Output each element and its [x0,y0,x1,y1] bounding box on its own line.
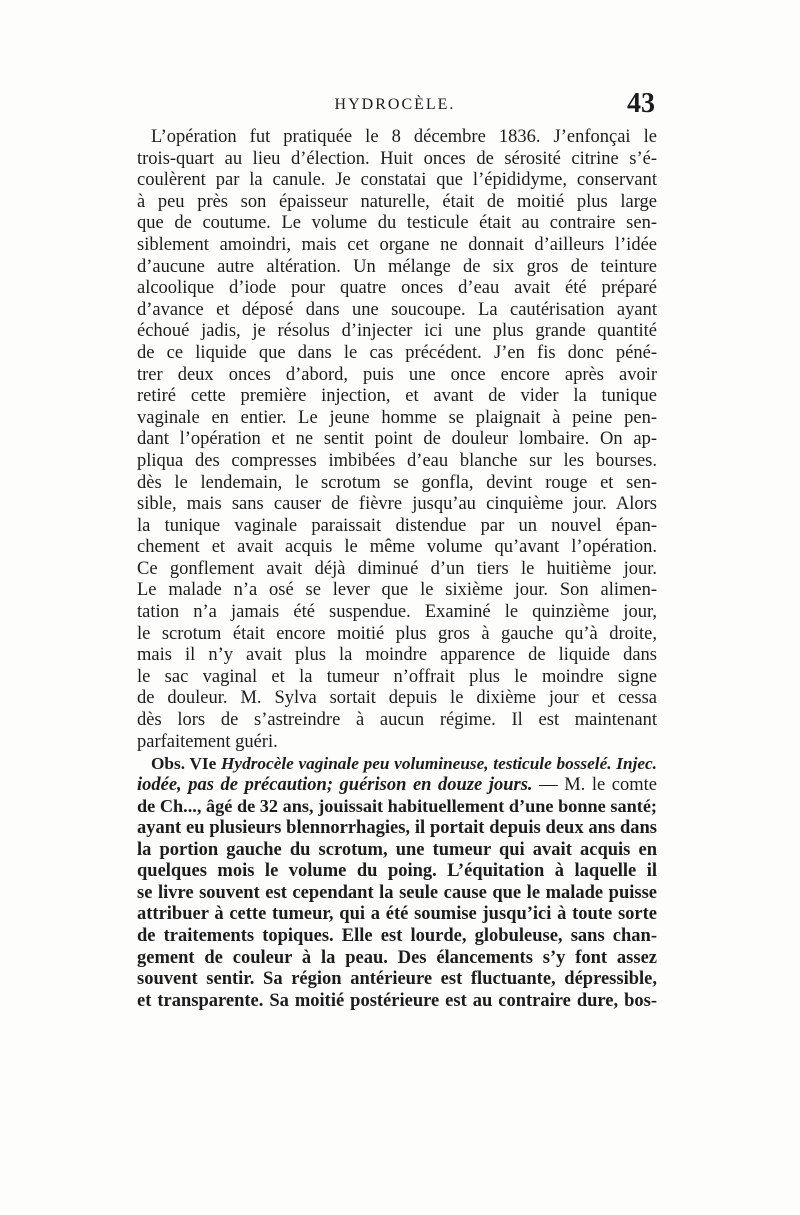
text-line: souvent sentir. Sa région antérieure est fluctuante, dépressible, [137,969,657,990]
observation-title-continued: iodée, pas de précaution; guérison en douze jours. [137,774,533,795]
text-line: parfaitement guéri. [137,731,278,752]
text-line: le scrotum était encore moitié plus gros à gauche qu’à droite, [137,623,657,644]
text-line: le sac vaginal et la tumeur n’offrait plus le moindre signe [137,666,657,687]
text-line: siblement amoindri, mais cet organe ne donnait d’ailleurs l’idée [137,234,657,255]
text-line: d’aucune autre altération. Un mélange de six gros de teinture [137,256,657,277]
text-line: la portion gauche du scrotum, une tumeur qui avait acquis en [137,839,657,860]
text-line: tation n’a jamais été suspendue. Examiné le quinzième jour, [137,602,657,623]
text-line: de ce liquide que dans le cas précédent. J’en fis donc péné- [137,342,657,363]
text-line: retiré cette première injection, et avant de vider la tunique [137,386,657,407]
text-line: dès lors de s’astreindre à aucun régime. Il est maintenant [137,710,657,731]
text-line: trer deux onces d’abord, puis une once encore après avoir [137,364,657,385]
text-line: sible, mais sans causer de fièvre jusqu’au cinquième jour. Alors [137,494,657,515]
text-line: à peu près son épaisseur naturelle, était de moitié plus large [137,191,657,212]
text-line: et transparente. Sa moitié postérieure est au contraire dure, bos- [137,990,657,1011]
text-line: de douleur. M. Sylva sortait depuis le dixième jour et cessa [137,688,657,709]
text-line: que de coutume. Le volume du testicule était au contraire sen- [137,213,657,234]
text-line: alcoolique d’iode pour quatre onces d’eau avait été préparé [137,278,657,299]
text-line: vaginale en entier. Le jeune homme se plaignait à peine pen- [137,407,657,428]
observation-heading-line [137,753,657,775]
text-line: dès le lendemain, le scrotum se gonfla, devint rouge et sen- [137,472,657,493]
text-line: de traitements topiques. Elle est lourde, globuleuse, sans chan- [137,925,657,946]
observation-label: Obs. VIe [151,754,217,774]
observation-heading-line [137,775,657,797]
text-line: quelques mois le volume du poing. L’équitation à laquelle il [137,861,657,882]
body-text [137,127,657,1012]
text-line: ayant eu plusieurs blennorrhagies, il portait depuis deux ans dans [137,818,657,838]
running-title: HYDROCÈLE. [334,96,456,113]
text-line: la tunique vaginale paraissait distendue par un nouvel épan- [137,515,657,536]
running-head [135,88,655,122]
text-line: gement de couleur à la peau. Des élancements s’y font assez [137,947,657,968]
text-fragment: — M. le comte [532,774,657,795]
page-number: 43 [627,88,655,119]
text-line: attribuer à cette tumeur, qui a été soumise jusqu’ici à toute sorte [137,904,657,925]
text-line: échoué jadis, je résolus d’injecter ici une plus grande quantité [137,321,657,342]
text-line: Le malade n’a osé se lever que le sixième jour. Son alimen- [137,580,657,601]
text-line: dant l’opération et ne sentit point de douleur lombaire. On ap- [137,429,657,450]
text-line: d’avance et déposé dans une soucoupe. La cautérisation ayant [137,299,657,320]
text-line: Ce gonflement avait déjà diminué d’un tiers le huitième jour. [137,558,657,579]
text-line: trois-quart au lieu d’élection. Huit onces de sérosité citrine s’é- [137,148,657,169]
text-line: coulèrent par la canule. Je constatai que l’épididyme, conservant [137,170,657,191]
text-line: L’opération fut pratiquée le 8 décembre 1836. J’enfonçai le [151,127,657,147]
text-line: mais il n’y avait plus la moindre apparence de liquide dans [137,645,657,666]
text-line: de Ch..., âgé de 32 ans, jouissait habituellement d’une bonne santé; [137,796,657,817]
observation-title: Hydrocèle vaginale peu volumineuse, testicule bosselé. Injec. [221,754,657,774]
text-line: se livre souvent est cependant la seule cause que le malade puisse [137,882,657,903]
text-line: chement et avait acquis le même volume qu’avant l’opération. [137,537,657,558]
text-line: pliqua des compresses imbibées d’eau blanche sur les bourses. [137,450,657,471]
